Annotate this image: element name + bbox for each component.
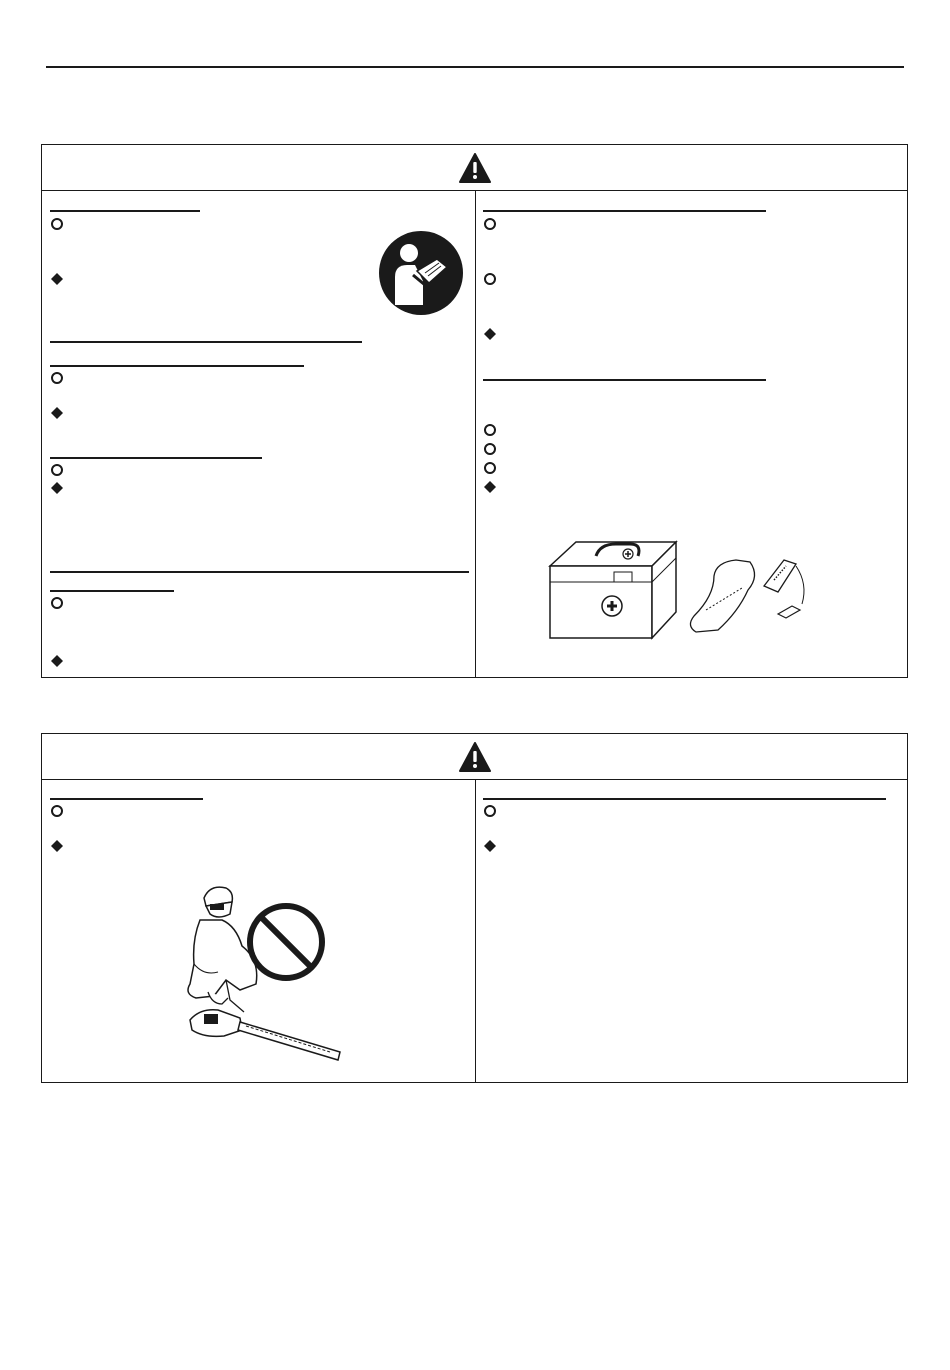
subheading-rule (50, 798, 203, 800)
page-header-rule (46, 66, 904, 68)
diamond-bullet-icon (483, 327, 497, 341)
diamond-bullet-icon (483, 839, 497, 853)
subheading-rule (50, 590, 174, 592)
warning-triangle-icon (459, 153, 491, 183)
right-column (476, 191, 907, 678)
diamond-bullet-icon (50, 272, 64, 286)
circle-bullet-icon (483, 442, 497, 456)
subheading-rule (483, 379, 766, 381)
circle-bullet-icon (50, 804, 64, 818)
subheading-rule (50, 210, 200, 212)
warning-section-1 (41, 144, 908, 678)
diamond-bullet-icon (483, 480, 497, 494)
subheading-rule (50, 457, 262, 459)
subheading-rule (50, 365, 304, 367)
warning-header (42, 734, 907, 780)
circle-bullet-icon (483, 217, 497, 231)
diamond-bullet-icon (50, 406, 64, 420)
subheading-rule (50, 571, 469, 573)
circle-bullet-icon (483, 423, 497, 437)
diamond-bullet-icon (50, 654, 64, 668)
circle-bullet-icon (50, 217, 64, 231)
subheading-rule (483, 210, 766, 212)
circle-bullet-icon (483, 272, 497, 286)
circle-bullet-icon (483, 461, 497, 475)
warning-header (42, 145, 907, 191)
circle-bullet-icon (50, 596, 64, 610)
read-manual-pictogram-icon (379, 231, 463, 315)
diamond-bullet-icon (50, 839, 64, 853)
subheading-rule (50, 341, 362, 343)
prohibited-action-illustration (170, 880, 345, 1080)
right-column (476, 780, 907, 1083)
circle-bullet-icon (483, 804, 497, 818)
diamond-bullet-icon (50, 481, 64, 495)
circle-bullet-icon (50, 463, 64, 477)
left-column (42, 191, 476, 678)
warning-triangle-icon (459, 742, 491, 772)
circle-bullet-icon (50, 371, 64, 385)
first-aid-supplies-illustration (546, 526, 846, 651)
warning-section-2 (41, 733, 908, 1083)
subheading-rule (483, 798, 886, 800)
left-column (42, 780, 476, 1083)
